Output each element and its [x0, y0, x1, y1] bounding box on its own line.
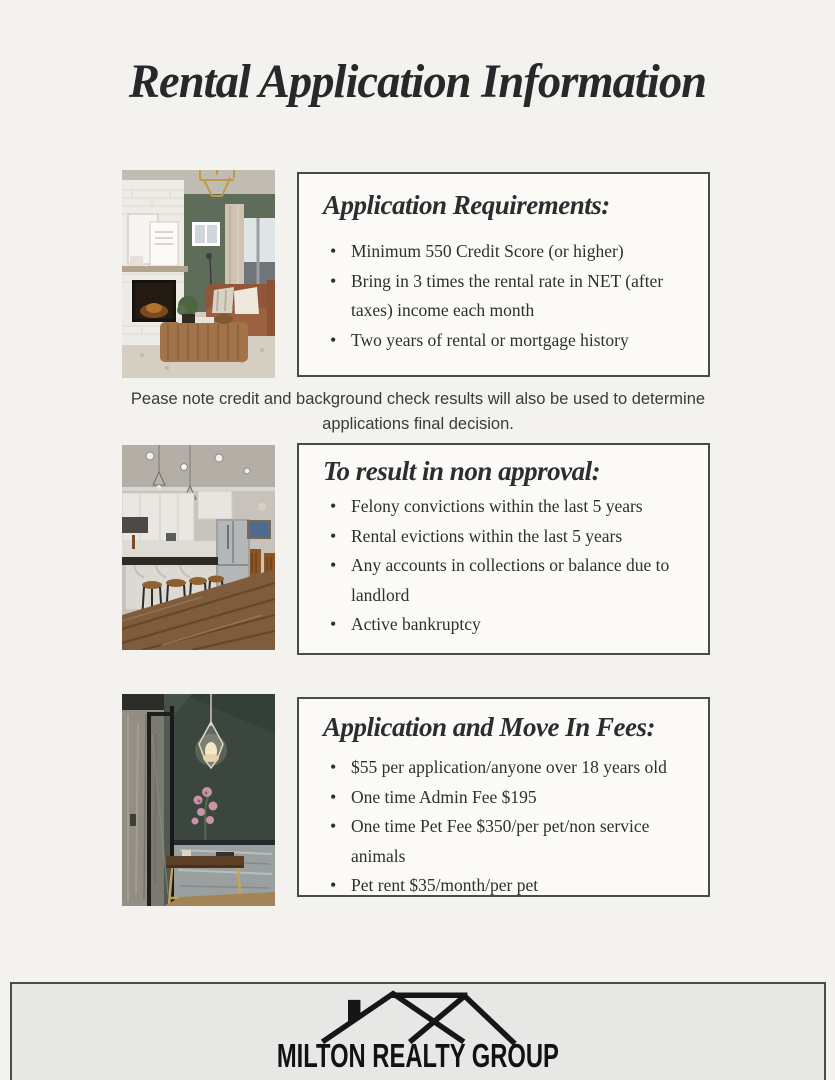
bullet-item: • Any accounts in collections or balance due to landlord — [319, 551, 696, 610]
credit-note: Pease note credit and background check results will also be used to determine applications final decision. — [130, 390, 706, 433]
living-room-illustration — [122, 170, 275, 378]
kitchen-photo — [122, 445, 275, 650]
bullet-item: • Pet rent $35/month/per pet — [319, 871, 696, 901]
bullet-item: • Felony convictions within the last 5 years — [319, 492, 696, 522]
kitchen-illustration — [122, 445, 275, 650]
section-heading: Application Requirements: — [323, 190, 610, 220]
bullet-list — [319, 492, 696, 640]
section-heading: To result in non approval: — [323, 456, 601, 486]
bullet-item: • One time Pet Fee $350/per pet/non service animals — [319, 812, 696, 871]
bullet-item: • One time Admin Fee $195 — [319, 783, 696, 813]
section-heading: Application and Move In Fees: — [323, 712, 656, 742]
footer-band — [10, 982, 826, 1080]
entryway-photo — [122, 694, 275, 906]
non-approval-box — [297, 443, 710, 655]
entryway-illustration — [122, 694, 275, 906]
bullet-list — [319, 237, 696, 355]
bullet-item: • Rental evictions within the last 5 years — [319, 522, 696, 552]
application-requirements-box — [297, 172, 710, 377]
brand-name: MILTON REALTY GROUP — [276, 1037, 560, 1074]
bullet-item: • Active bankruptcy — [319, 610, 696, 640]
bullet-item: • Two years of rental or mortgage history — [319, 326, 696, 356]
bullet-item: • Bring in 3 times the rental rate in NET (after taxes) income each month — [319, 267, 696, 326]
page-title: Rental Application Information — [128, 55, 707, 108]
bullet-item: • Minimum 550 Credit Score (or higher) — [319, 237, 696, 267]
bullet-item: • $55 per application/anyone over 18 years old — [319, 753, 696, 783]
move-in-fees-box — [297, 697, 710, 897]
bullet-list — [319, 753, 696, 901]
living-room-photo — [122, 170, 275, 378]
